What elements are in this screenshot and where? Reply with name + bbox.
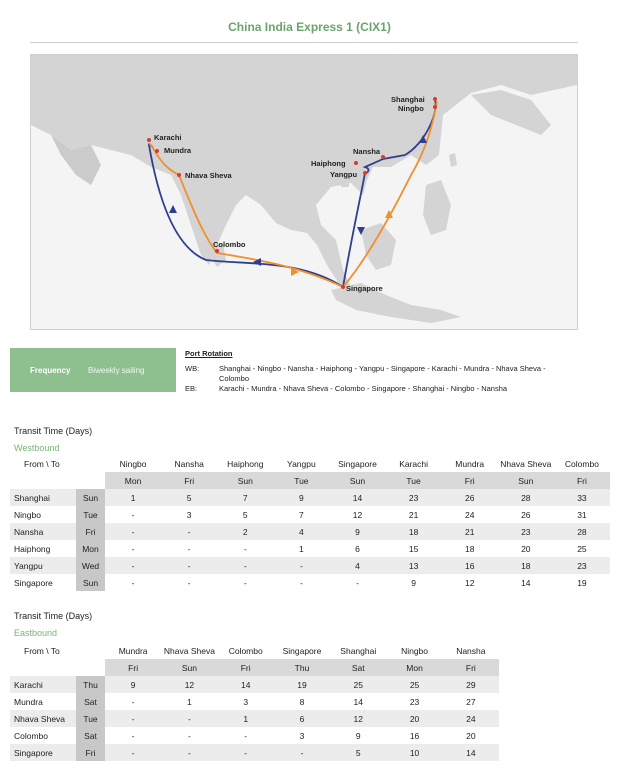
port-marker-nhava-sheva <box>177 173 181 177</box>
table-row <box>10 523 610 540</box>
transit-days-cell: 6 <box>274 710 330 727</box>
row-port: Singapore <box>10 744 76 761</box>
transit-days-cell: 7 <box>217 489 273 506</box>
table-row <box>10 574 610 591</box>
port-label-haiphong: Haiphong <box>311 159 346 168</box>
transit-days-cell: - <box>244 730 248 741</box>
transit-days-cell: 20 <box>466 730 476 741</box>
transit-days-cell: - <box>105 710 161 727</box>
row-departure-day: Sat <box>76 727 105 744</box>
transit-days-cell: - <box>274 744 330 761</box>
westbound-subtitle: Westbound <box>14 443 60 453</box>
transit-days-cell: 5 <box>161 489 217 506</box>
transit-days-cell: 12 <box>464 577 475 588</box>
row-port: Colombo <box>14 730 49 741</box>
from-to-header: From \ To <box>24 458 60 469</box>
transit-days-cell: 2 <box>217 523 273 540</box>
column-day: Fri <box>161 472 217 489</box>
column-day: Mon <box>105 472 161 489</box>
port-label-ningbo: Ningbo <box>398 104 424 113</box>
column-day: Fri <box>554 472 610 489</box>
column-day: Sun <box>161 659 217 676</box>
transit-days-cell: 12 <box>330 710 386 727</box>
row-departure-day: Sun <box>76 489 105 506</box>
transit-days-cell: - <box>243 577 247 588</box>
frequency-value: Biweekly sailing <box>88 366 145 375</box>
row-departure-day: Tue <box>76 506 105 523</box>
transit-days-cell: 5 <box>330 744 386 761</box>
rotation-eb-label: EB: <box>185 384 198 393</box>
transit-days-cell: 21 <box>408 509 419 520</box>
column-header: Haiphong <box>227 458 264 469</box>
rotation-wb-value: Shanghai - Ningbo - Nansha - Haiphong - Yangpu - Singapore - Karachi - Mundra - Nhava Sheva - Colombo <box>219 364 546 383</box>
days-row <box>10 659 499 676</box>
column-day: Fri <box>443 659 499 676</box>
column-header: Ningbo <box>401 645 429 656</box>
row-departure-day: Wed <box>76 557 105 574</box>
transit-days-cell: 9 <box>329 523 385 540</box>
transit-days-cell: 6 <box>355 543 360 554</box>
transit-days-cell: - <box>243 543 247 554</box>
transit-days-cell: 14 <box>443 744 499 761</box>
transit-days-cell: 23 <box>409 696 420 707</box>
column-header: Nansha <box>456 645 486 656</box>
column-day: Fri <box>442 472 498 489</box>
land-hainan <box>341 179 349 187</box>
row-port: Yangpu <box>10 557 76 574</box>
row-port: Nhava Sheva <box>10 710 76 727</box>
transit-days-cell: 4 <box>329 557 385 574</box>
port-marker-singapore <box>341 285 345 289</box>
port-marker-nansha <box>381 155 385 159</box>
transit-days-cell: - <box>131 730 135 741</box>
row-departure-day: Sun <box>76 574 105 591</box>
table-row <box>10 676 499 693</box>
transit-days-cell: 9 <box>355 730 361 741</box>
transit-days-cell: - <box>105 744 161 761</box>
transit-days-cell: 16 <box>409 730 420 741</box>
transit-days-cell: 26 <box>442 489 498 506</box>
days-row-spacer <box>10 472 105 489</box>
route-map-svg <box>31 55 577 329</box>
frequency-box <box>10 348 176 392</box>
transit-days-cell: 1 <box>218 710 274 727</box>
eastbound-subtitle: Eastbound <box>14 628 58 638</box>
table-row <box>10 506 610 523</box>
port-label-shanghai: Shanghai <box>391 95 425 104</box>
column-day: Tue <box>273 472 329 489</box>
port-marker-shanghai <box>433 97 437 101</box>
column-day: Sun <box>329 472 385 489</box>
transit-days-cell: 33 <box>554 489 610 506</box>
transit-days-cell: 13 <box>386 557 442 574</box>
rotation-eb <box>185 384 564 394</box>
transit-days-cell: 9 <box>411 577 416 588</box>
transit-days-cell: 3 <box>299 730 305 741</box>
transit-days-cell: 18 <box>386 523 442 540</box>
transit-days-cell: 14 <box>521 577 531 588</box>
transit-days-cell: 14 <box>353 696 363 707</box>
column-header: Singapore <box>338 458 377 469</box>
transit-days-cell: 23 <box>554 557 610 574</box>
column-header: Ningbo <box>119 458 147 469</box>
title-divider <box>30 42 578 43</box>
transit-days-cell: 28 <box>498 489 554 506</box>
row-port: Haiphong <box>14 543 51 554</box>
transit-days-cell: 14 <box>218 676 274 693</box>
transit-days-cell: 5 <box>242 509 248 520</box>
column-day: Mon <box>386 659 442 676</box>
transit-days-cell: 24 <box>443 710 499 727</box>
column-header: Colombo <box>564 458 599 469</box>
table-row <box>10 540 610 557</box>
column-day: Thu <box>274 659 330 676</box>
header-row <box>10 642 499 659</box>
transit-days-cell: - <box>273 557 329 574</box>
transit-days-cell: - <box>131 696 135 707</box>
transit-days-cell: 27 <box>466 696 476 707</box>
transit-days-cell: 10 <box>386 744 442 761</box>
column-day: Fri <box>105 659 161 676</box>
transit-days-cell: 31 <box>577 509 587 520</box>
transit-days-cell: 21 <box>442 523 498 540</box>
row-departure-day: Tue <box>76 710 105 727</box>
column-day: Tue <box>386 472 442 489</box>
port-label-karachi: Karachi <box>154 133 182 142</box>
transit-days-cell: - <box>356 577 359 588</box>
transit-days-cell: 18 <box>498 557 554 574</box>
row-port: Shanghai <box>10 489 76 506</box>
transit-days-cell: - <box>299 577 303 588</box>
transit-days-cell: 9 <box>105 676 161 693</box>
port-label-nhava-sheva: Nhava Sheva <box>185 171 232 180</box>
column-day: Sat <box>330 659 386 676</box>
header-row <box>10 455 610 472</box>
table-row <box>10 744 499 761</box>
westbound-table <box>10 455 610 591</box>
port-marker-mundra <box>155 149 159 153</box>
transit-days-cell: 4 <box>273 523 329 540</box>
port-label-yangpu: Yangpu <box>330 170 358 179</box>
port-rotation-heading: Port Rotation <box>185 349 233 358</box>
table-row <box>10 693 499 710</box>
column-header: Nansha <box>174 458 204 469</box>
transit-days-cell: - <box>161 744 217 761</box>
transit-days-cell: 1 <box>299 543 304 554</box>
rotation-wb-label: WB: <box>185 364 200 373</box>
port-marker-yangpu <box>363 171 367 175</box>
transit-days-cell: - <box>188 730 191 741</box>
transit-days-cell: - <box>131 509 135 520</box>
port-rotation <box>185 349 564 394</box>
transit-days-cell: 12 <box>161 676 217 693</box>
row-departure-day: Fri <box>76 744 105 761</box>
port-label-colombo: Colombo <box>213 240 246 249</box>
port-label-mundra: Mundra <box>164 146 192 155</box>
row-port: Singapore <box>14 577 53 588</box>
transit-days-cell: 24 <box>464 509 475 520</box>
port-label-nansha: Nansha <box>353 147 381 156</box>
transit-days-cell: 25 <box>577 543 587 554</box>
column-header: Nhava Sheva <box>500 458 552 469</box>
transit-days-cell: 18 <box>464 543 475 554</box>
column-header: Shanghai <box>340 645 377 656</box>
column-day: Sun <box>217 472 273 489</box>
transit-days-cell: 23 <box>386 489 442 506</box>
eastbound-title: Transit Time (Days) <box>14 611 93 621</box>
transit-days-cell: 3 <box>186 509 192 520</box>
transit-days-cell: 9 <box>273 489 329 506</box>
transit-days-cell: - <box>105 557 161 574</box>
column-header: Colombo <box>228 645 263 656</box>
transit-days-cell: 15 <box>408 543 419 554</box>
transit-days-cell: - <box>187 543 191 554</box>
table-row <box>10 727 499 744</box>
transit-days-cell: - <box>161 523 217 540</box>
from-to-header: From \ To <box>24 645 60 656</box>
transit-days-cell: - <box>105 523 161 540</box>
transit-days-cell: 1 <box>105 489 161 506</box>
row-departure-day: Fri <box>76 523 105 540</box>
port-marker-karachi <box>147 138 151 142</box>
page-title: China India Express 1 (CIX1) <box>228 20 391 34</box>
column-header: Singapore <box>282 645 322 656</box>
transit-days-cell: 23 <box>498 523 554 540</box>
transit-days-cell: 29 <box>443 676 499 693</box>
transit-days-cell: 1 <box>187 696 192 707</box>
column-header: Mundra <box>118 645 148 656</box>
transit-days-cell: 12 <box>352 509 363 520</box>
rotation-eb-value: Karachi - Mundra - Nhava Sheva - Colombo - Singapore - Shanghai - Ningbo - Nansha <box>219 384 508 393</box>
transit-days-cell: 19 <box>577 577 587 588</box>
port-marker-ningbo <box>433 105 437 109</box>
transit-days-cell: 16 <box>442 557 498 574</box>
transit-days-cell: - <box>161 557 217 574</box>
port-marker-colombo <box>215 249 219 253</box>
transit-days-cell: 20 <box>521 543 531 554</box>
column-header: Mundra <box>455 458 485 469</box>
days-row <box>10 472 610 489</box>
row-port: Nansha <box>10 523 76 540</box>
transit-days-cell: - <box>131 543 135 554</box>
column-header: Karachi <box>399 458 429 469</box>
transit-days-cell: - <box>218 744 274 761</box>
transit-days-cell: 26 <box>521 509 531 520</box>
westbound-title: Transit Time (Days) <box>14 426 93 436</box>
transit-days-cell: - <box>161 710 217 727</box>
table-row <box>10 557 610 574</box>
transit-days-cell: - <box>217 557 273 574</box>
days-row-spacer <box>10 659 105 676</box>
transit-days-cell: 19 <box>274 676 330 693</box>
table-row <box>10 489 610 506</box>
row-departure-day: Sat <box>76 693 105 710</box>
transit-days-cell: 28 <box>554 523 610 540</box>
port-marker-haiphong <box>354 161 358 165</box>
column-day: Sun <box>498 472 554 489</box>
column-day: Fri <box>218 659 274 676</box>
transit-days-cell: - <box>131 577 135 588</box>
frequency-label: Frequency <box>30 366 71 375</box>
port-label-singapore: Singapore <box>346 284 383 293</box>
transit-days-cell: 25 <box>386 676 442 693</box>
transit-days-cell: 14 <box>329 489 385 506</box>
table-row <box>10 710 499 727</box>
column-header: Yangpu <box>287 458 316 469</box>
transit-days-cell: 25 <box>330 676 386 693</box>
transit-days-cell: 8 <box>299 696 305 707</box>
row-port: Mundra <box>14 696 43 707</box>
column-header: Nhava Sheva <box>163 645 215 656</box>
row-departure-day: Mon <box>76 540 105 557</box>
transit-days-cell: 20 <box>386 710 442 727</box>
transit-days-cell: - <box>187 577 191 588</box>
row-port: Karachi <box>10 676 76 693</box>
route-map <box>30 54 578 330</box>
rotation-wb <box>185 364 564 384</box>
eastbound-table <box>10 642 499 761</box>
row-departure-day: Thu <box>76 676 105 693</box>
transit-days-cell: 3 <box>243 696 249 707</box>
transit-days-cell: 7 <box>299 509 304 520</box>
row-port: Ningbo <box>14 509 41 520</box>
